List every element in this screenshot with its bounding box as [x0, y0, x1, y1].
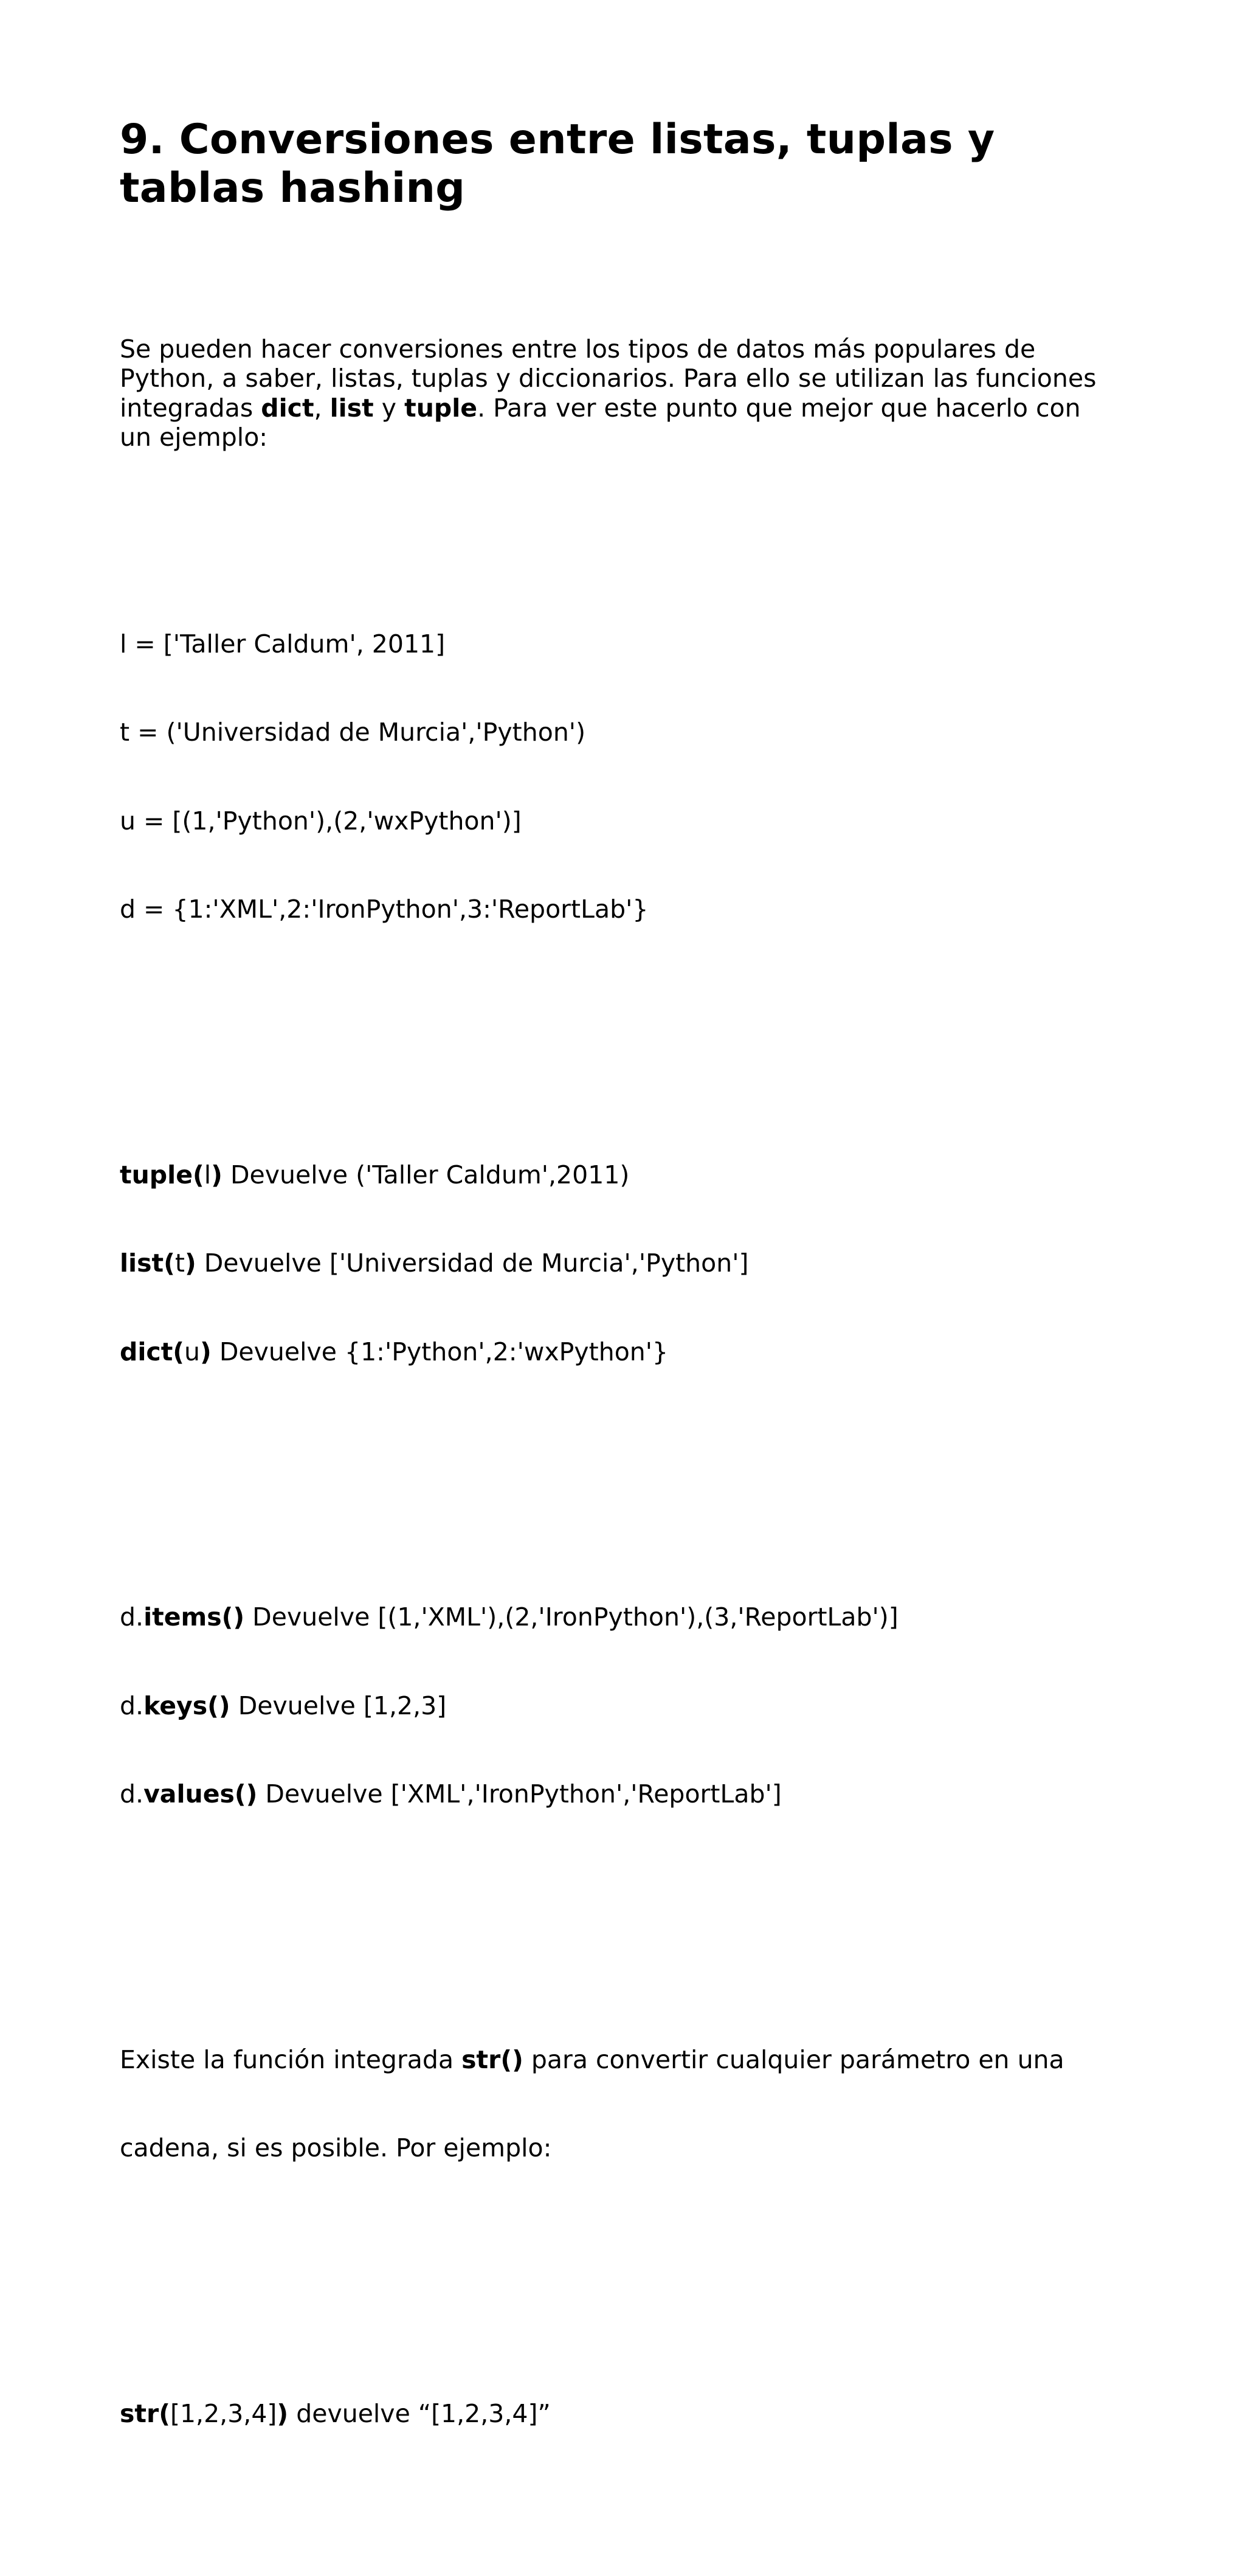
- keyword-dict: dict: [261, 393, 314, 423]
- title-line-2: tablas hashing: [120, 164, 466, 212]
- methods-block: [120, 1543, 1129, 1868]
- page-title: [120, 116, 1129, 213]
- intro-line-3: integradas dict, list y tuple. Para ver este punto que mejor que hacerlo con: [120, 393, 1081, 423]
- intro-paragraph: [120, 334, 1129, 452]
- str-paragraph: [120, 1986, 1129, 2222]
- str-example-line: str([1,2,3,4]) devuelve “[1,2,3,4]”: [120, 2398, 551, 2428]
- assignment-line: l = ['Taller Caldum', 2011]: [120, 629, 446, 659]
- str-example: [120, 2340, 1129, 2488]
- conversion-line-tuple: tuple(l) Devuelve ('Taller Caldum',2011): [120, 1160, 630, 1189]
- method-line-items: d.items() Devuelve [(1,'XML'),(2,'IronPython'),(3,'ReportLab')]: [120, 1602, 898, 1632]
- conversion-line-list: list(t) Devuelve ['Universidad de Murcia','Python']: [120, 1248, 749, 1278]
- title-line-1: 9. Conversiones entre listas, tuplas y: [120, 116, 995, 164]
- str-line-1: Existe la función integrada str() para convertir cualquier parámetro en una: [120, 2045, 1064, 2074]
- conversions-block: [120, 1101, 1129, 1426]
- keyword-str: str(): [461, 2045, 523, 2074]
- keyword-list: list: [329, 393, 374, 423]
- method-line-keys: d.keys() Devuelve [1,2,3]: [120, 1691, 447, 1720]
- document-page: [120, 116, 1129, 2576]
- intro-line-1: Se pueden hacer conversiones entre los tipos de datos más populares de: [120, 334, 1036, 364]
- assignment-line: d = {1:'XML',2:'IronPython',3:'ReportLab'}: [120, 895, 649, 924]
- conversion-line-dict: dict(u) Devuelve {1:'Python',2:'wxPython'}: [120, 1337, 669, 1366]
- keyword-tuple: tuple: [404, 393, 478, 423]
- assignments-block: [120, 570, 1129, 983]
- method-line-values: d.values() Devuelve ['XML','IronPython','ReportLab']: [120, 1779, 782, 1809]
- intro-line-2: Python, a saber, listas, tuplas y diccionarios. Para ello se utilizan las funciones: [120, 364, 1097, 393]
- assignment-line: u = [(1,'Python'),(2,'wxPython')]: [120, 806, 522, 836]
- intro-line-4: un ejemplo:: [120, 423, 268, 452]
- str-line-2: cadena, si es posible. Por ejemplo:: [120, 2133, 552, 2162]
- assignment-line: t = ('Universidad de Murcia','Python'): [120, 718, 586, 747]
